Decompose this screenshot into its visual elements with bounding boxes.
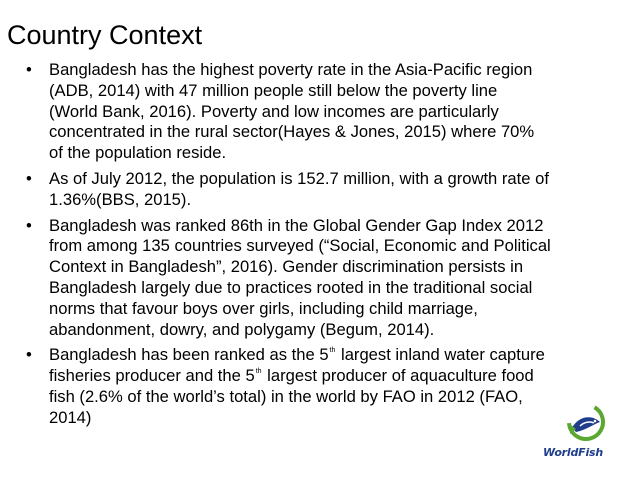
bullet-gender-gap: [24, 216, 624, 341]
bullet-marker: •: [26, 215, 32, 235]
bullet-line: [49, 345, 624, 366]
slide-title: Country Context: [7, 20, 203, 50]
ordinal-superscript: th: [329, 347, 336, 355]
bullet-line: from among 135 countries surveyed (“Social, Economic and Political: [49, 236, 551, 256]
bullet-line: 2014): [49, 407, 92, 427]
bullet-line: As of July 2012, the population is 152.7 million, with a growth rate of: [49, 168, 549, 188]
text-run: largest inland water capture: [336, 345, 545, 365]
bullet-line: Bangladesh was ranked 86th in the Global Gender Gap Index 2012: [49, 215, 544, 235]
bullet-line: (World Bank, 2016). Poverty and low incomes are particularly: [49, 101, 499, 121]
text-run: fisheries producer and the 5: [49, 366, 255, 386]
bullet-line: Bangladesh has the highest poverty rate in the Asia-Pacific region: [49, 60, 533, 79]
bullet-poverty: [24, 60, 624, 164]
fish-logo-icon: [566, 402, 606, 442]
bullet-line: concentrated in the rural sector(Hayes & Jones, 2015) where 70%: [49, 122, 535, 142]
logo-wordmark: WorldFish: [542, 446, 604, 459]
bullet-list: [24, 60, 624, 434]
bullet-fisheries: [24, 345, 624, 428]
text-run: Bangladesh has been ranked as the 5: [49, 345, 329, 365]
bullet-marker: •: [26, 60, 32, 79]
bullet-line: [49, 366, 624, 387]
bullet-line: (ADB, 2014) with 47 million people still below the poverty line: [49, 80, 498, 100]
bullet-line: Bangladesh largely due to practices rooted in the traditional social: [49, 277, 533, 297]
bullet-line: abandonment, dowry, and polygamy (Begum, 2014).: [49, 319, 435, 339]
worldfish-logo: [537, 402, 609, 464]
bullet-line: norms that favour boys over girls, including child marriage,: [49, 298, 478, 318]
bullet-marker: •: [26, 345, 32, 365]
ordinal-superscript: th: [255, 368, 262, 376]
text-run: largest producer of aquaculture food: [262, 366, 534, 386]
bullet-line: Context in Bangladesh”, 2016). Gender discrimination persists in: [49, 257, 524, 277]
bullet-line: of the population reside.: [49, 143, 227, 163]
bullet-population: [24, 169, 624, 211]
bullet-marker: •: [26, 168, 32, 188]
bullet-line: 1.36%(BBS, 2015).: [49, 189, 192, 209]
bullet-line: fish (2.6% of the world’s total) in the world by FAO in 2012 (FAO,: [49, 386, 523, 406]
